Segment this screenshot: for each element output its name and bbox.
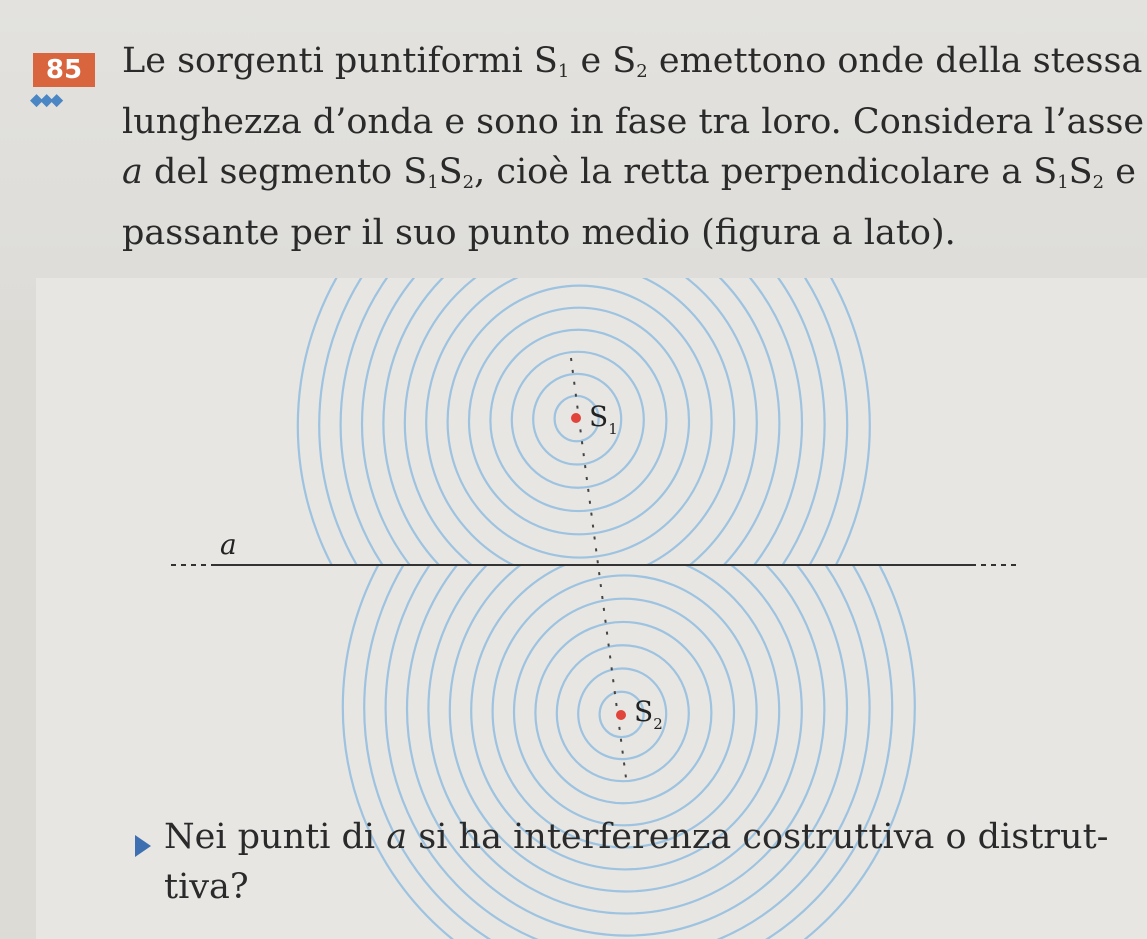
- question-line-2: tiva?: [164, 867, 249, 907]
- source-2-label: $S_2$: [634, 695, 663, 733]
- problem-number-badge: 85: [33, 53, 95, 87]
- problem-line-1: Le sorgenti puntiformi $S_1$ e $S_2$ emettono onde della stessa: [122, 41, 1143, 82]
- source-2-point: [616, 710, 626, 720]
- wavefronts-source-1: [298, 278, 870, 720]
- wavefront-ring: [364, 436, 892, 939]
- question-arrow-icon: [135, 835, 151, 857]
- wavefront-ring: [298, 278, 870, 720]
- wavefront-ring: [386, 459, 870, 939]
- source-1-point: [571, 413, 581, 423]
- problem-line-2: lunghezza d’onda e sono in fase tra loro. Considera l’asse: [122, 102, 1145, 142]
- wavefront-ring: [448, 286, 712, 558]
- problem-line-4: passante per il suo punto medio (figura a lato).: [122, 213, 956, 253]
- wavefront-ring: [407, 482, 847, 935]
- source-1-label: $S_1$: [589, 400, 618, 438]
- wavefront-ring: [493, 575, 757, 847]
- question-line-1: Nei punti di a si ha interferenza costruttiva o distrut-: [164, 817, 1109, 857]
- problem-text: [122, 36, 1145, 258]
- problem-line-3: a del segmento $S_1S_2$, cioè la retta perpendicolare a $S_1S_2$ e: [122, 152, 1136, 193]
- difficulty-diamonds-icon: ◆◆◆: [30, 90, 61, 110]
- axis-a-label: a: [220, 528, 237, 561]
